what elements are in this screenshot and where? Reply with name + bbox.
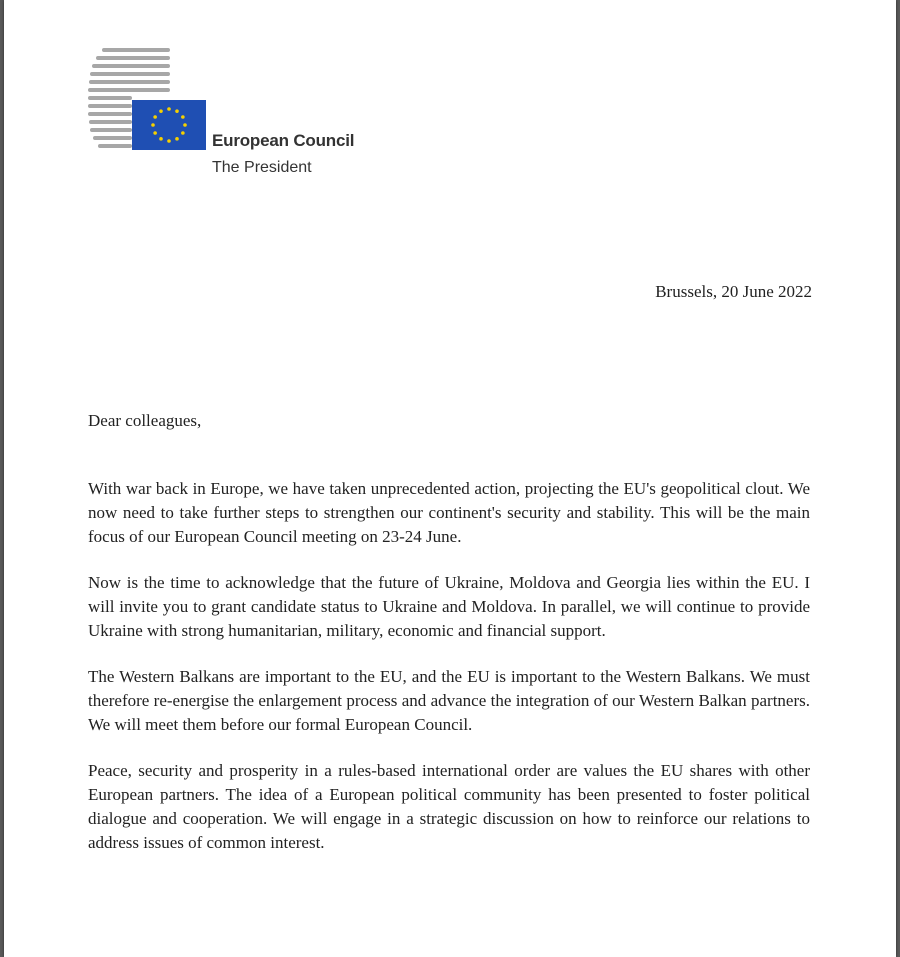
star-icon: [183, 123, 187, 127]
star-icon: [151, 123, 155, 127]
letter-date: Brussels, 20 June 2022: [655, 282, 812, 301]
organization-name: European Council: [212, 131, 355, 150]
paragraph-3: The Western Balkans are important to the EU, and the EU is important to the Western Balkans. We must therefore re-energise the enlargement process and advance the integration of our Western Balkan partners. We will meet them before our formal European Council.: [88, 667, 810, 734]
paragraph-2: Now is the time to acknowledge that the future of Ukraine, Moldova and Georgia lies within the EU. I will invite you to grant candidate status to Ukraine and Moldova. In parallel, we will continue to provide Ukraine with strong humanitarian, military, economic and financial support.: [88, 573, 810, 640]
star-icon: [153, 131, 157, 135]
star-icon: [175, 109, 179, 113]
star-icon: [153, 115, 157, 119]
paragraph-1: With war back in Europe, we have taken unprecedented action, projecting the EU's geopolitical clout. We now need to take further steps to strengthen our continent's security and stability. This will be the main focus of our European Council meeting on 23-24 June.: [88, 479, 810, 546]
star-icon: [167, 139, 171, 143]
star-icon: [181, 131, 185, 135]
star-icon: [159, 137, 163, 141]
letter-salutation: Dear colleagues,: [88, 411, 202, 430]
organization-role: The President: [212, 159, 312, 176]
letter-page: [4, 0, 896, 957]
star-icon: [167, 107, 171, 111]
eu-flag-building-icon: [88, 46, 218, 156]
letter-body: [88, 477, 810, 877]
star-icon: [159, 109, 163, 113]
star-icon: [175, 137, 179, 141]
paragraph-4: Peace, security and prosperity in a rules-based international order are values the EU shares with other European partners. The idea of a European political community has been presented to foster political dialogue and cooperation. We will engage in a strategic discussion on how to reinforce our relations to address issues of common interest.: [88, 761, 810, 852]
star-icon: [181, 115, 185, 119]
